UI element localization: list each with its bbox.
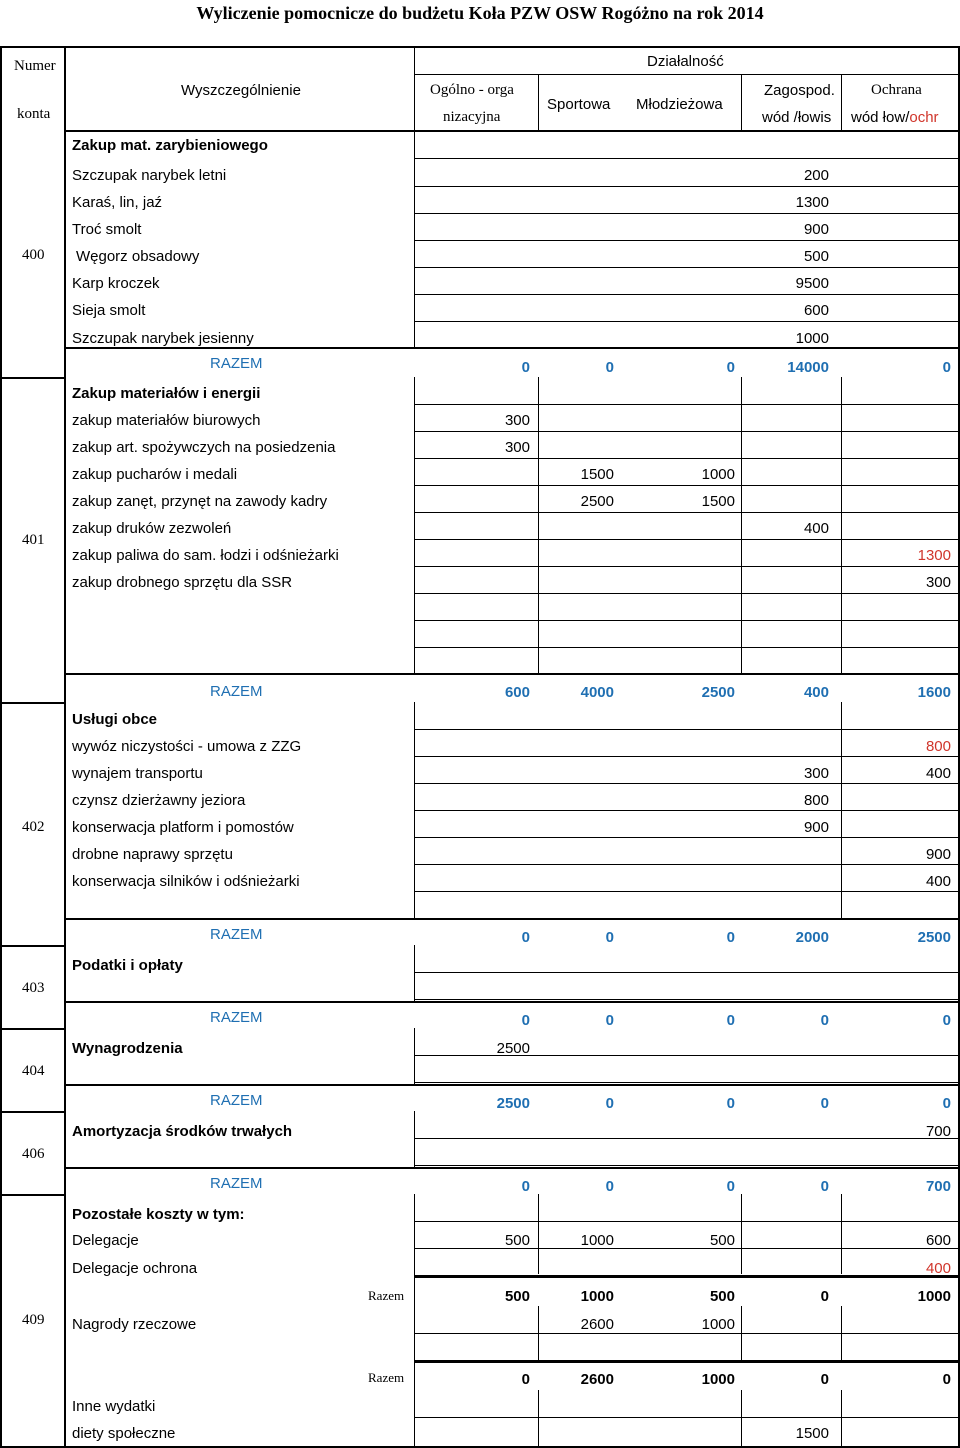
row-rule-22 xyxy=(414,837,960,838)
cell-value: 0 xyxy=(521,359,530,376)
razem-label: Razem xyxy=(368,1370,405,1385)
row-label: Nagrody rzeczowe xyxy=(72,1316,197,1333)
value-line-409f xyxy=(741,1306,742,1362)
cell-value: 0 xyxy=(521,929,530,946)
header-line-sport xyxy=(538,74,539,130)
account-number: 401 xyxy=(22,532,45,548)
row-label: diety społeczne xyxy=(72,1425,176,1442)
cell-value: 1500 xyxy=(701,493,735,510)
header-ochrana-line2-part1: wód łow/ xyxy=(851,109,910,126)
row-label: Karaś, lin, jaź xyxy=(72,194,163,211)
row-label: konserwacja silników i odśnieżarki xyxy=(72,873,300,890)
cell-value: 500 xyxy=(504,1232,530,1249)
row-label: zakup druków zezwoleń xyxy=(72,520,232,537)
cell-value: 1500 xyxy=(795,1425,829,1442)
cell-value: 900 xyxy=(925,846,951,863)
row-label: zakup drobnego sprzętu dla SSR xyxy=(72,574,293,591)
row-label: czynsz dzierżawny jeziora xyxy=(72,792,246,809)
cell-value: 800 xyxy=(803,792,829,809)
row-label: wywóz niczystości - umowa z ZZG xyxy=(72,738,302,755)
cell-value: 0 xyxy=(521,1371,530,1388)
cell-value: 300 xyxy=(504,439,530,456)
razem-rule-1 xyxy=(66,673,960,675)
cell-value: 200 xyxy=(803,167,829,184)
account-separator-404 xyxy=(0,1111,66,1113)
razem-rule-5 xyxy=(66,1167,960,1169)
cell-value: 2500 xyxy=(496,1040,530,1057)
row-label: zakup pucharów i medali xyxy=(72,466,238,483)
cell-value: 0 xyxy=(820,1288,829,1305)
value-line-406a xyxy=(414,1111,415,1167)
header-konta: konta xyxy=(17,106,51,122)
account-number: 404 xyxy=(22,1063,45,1079)
cell-value: 2500 xyxy=(580,493,614,510)
row-label: Delegacje xyxy=(72,1232,139,1249)
row-label: Troć smolt xyxy=(72,221,142,238)
document-title: Wyliczenie pomocnicze do budżetu Koła PZW OSW Rogóżno na rok 2014 xyxy=(196,3,764,23)
header-line-ogolno xyxy=(414,46,415,130)
account-separator-406 xyxy=(0,1194,66,1196)
row-label: zakup materiałów biurowych xyxy=(72,412,261,429)
row-label: Zakup materiałów i energii xyxy=(72,385,261,402)
cell-value: 1000 xyxy=(580,1232,614,1249)
account-separator-400 xyxy=(0,377,66,379)
row-rule-0 xyxy=(414,158,960,159)
row-rule-30 xyxy=(414,1165,960,1166)
header-line-zagosp xyxy=(741,74,742,130)
cell-value: 500 xyxy=(504,1288,530,1305)
cell-value: 0 xyxy=(942,1012,951,1029)
row-rule-28 xyxy=(414,1082,960,1083)
value-line-409c xyxy=(741,1194,742,1274)
value-line-401b xyxy=(538,377,539,673)
row-label: Karp kroczek xyxy=(72,275,160,292)
row-rule-18 xyxy=(414,729,960,730)
cell-value: 0 xyxy=(726,929,735,946)
razem-rule-4 xyxy=(66,1084,960,1086)
row-rule-20 xyxy=(414,783,960,784)
cell-value: 300 xyxy=(803,765,829,782)
razem-label: RAZEM xyxy=(210,683,263,700)
header-line-bottom xyxy=(64,130,960,132)
cell-value: 700 xyxy=(925,1123,951,1140)
cell-value: 400 xyxy=(925,1260,951,1277)
header-sportowa: Sportowa xyxy=(547,96,611,113)
cell-value: 14000 xyxy=(787,359,829,376)
cell-value: 0 xyxy=(726,1095,735,1112)
account-number: 400 xyxy=(22,247,45,263)
account-number: 409 xyxy=(22,1312,45,1328)
razem-label: RAZEM xyxy=(210,1009,263,1026)
value-line-409h xyxy=(538,1390,539,1446)
cell-value: 400 xyxy=(803,684,829,701)
account-separator-402 xyxy=(0,945,66,947)
row-label: zakup paliwa do sam. łodzi i odśnieżarki xyxy=(72,547,339,564)
cell-value: 0 xyxy=(521,1178,530,1195)
row-label: Podatki i opłaty xyxy=(72,957,183,974)
row-rule-6 xyxy=(414,321,960,322)
cell-value: 0 xyxy=(820,1012,829,1029)
row-label: Inne wydatki xyxy=(72,1398,156,1415)
cell-value: 9500 xyxy=(795,275,829,292)
account-separator-403 xyxy=(0,1028,66,1030)
razem-label: RAZEM xyxy=(210,355,263,372)
cell-value: 0 xyxy=(605,1012,614,1029)
cell-value: 500 xyxy=(709,1288,735,1305)
row-rule-17 xyxy=(414,647,960,648)
cell-value: 900 xyxy=(803,819,829,836)
cell-value: 600 xyxy=(504,684,530,701)
row-label: Delegacje ochrona xyxy=(72,1260,198,1277)
row-rule-11 xyxy=(414,485,960,486)
account-number: 402 xyxy=(22,819,45,835)
row-rule-10 xyxy=(414,458,960,459)
row-rule-23 xyxy=(414,864,960,865)
row-label: Sieja smolt xyxy=(72,302,146,319)
cell-value: 800 xyxy=(925,738,951,755)
row-rule-5 xyxy=(414,294,960,295)
row-rule-4 xyxy=(414,267,960,268)
cell-value: 500 xyxy=(803,248,829,265)
row-label: Pozostałe koszty w tym: xyxy=(72,1206,245,1223)
row-label: Amortyzacja środków trwałych xyxy=(72,1123,293,1140)
cell-value: 0 xyxy=(605,359,614,376)
header-zagospod-line1: Zagospod. xyxy=(764,82,835,99)
cell-value: 700 xyxy=(925,1178,951,1195)
cell-value: 600 xyxy=(803,302,829,319)
cell-value: 0 xyxy=(726,1178,735,1195)
cell-value: 2500 xyxy=(496,1095,530,1112)
row-rule-1 xyxy=(414,186,960,187)
cell-value: 0 xyxy=(605,1095,614,1112)
row-rule-19 xyxy=(414,756,960,757)
row-rule-26 xyxy=(414,999,960,1000)
row-rule-16 xyxy=(414,620,960,621)
cell-value: 0 xyxy=(820,1178,829,1195)
cell-value: 2500 xyxy=(701,684,735,701)
razem-sub-rule-1 xyxy=(414,1361,960,1363)
row-rule-14 xyxy=(414,566,960,567)
account-number: 406 xyxy=(22,1146,45,1162)
cell-value: 2000 xyxy=(795,929,829,946)
cell-value: 300 xyxy=(925,574,951,591)
row-rule-3 xyxy=(414,240,960,241)
row-label: wynajem transportu xyxy=(72,765,203,782)
razem-label: RAZEM xyxy=(210,1092,263,1109)
cell-value: 0 xyxy=(605,1178,614,1195)
cell-value: 1000 xyxy=(795,330,829,347)
value-line-409j xyxy=(841,1390,842,1446)
razem-label: RAZEM xyxy=(210,926,263,943)
row-label: Węgorz obsadowy xyxy=(76,248,200,265)
cell-value: 1000 xyxy=(917,1288,951,1305)
header-dzialalnosc: Działalność xyxy=(647,53,724,70)
value-line-403a xyxy=(414,945,415,1001)
cell-value: 0 xyxy=(942,359,951,376)
table-border-top xyxy=(0,46,960,48)
cell-value: 2500 xyxy=(917,929,951,946)
row-rule-31 xyxy=(414,1221,960,1222)
row-rule-25 xyxy=(414,972,960,973)
razem-label: Razem xyxy=(368,1288,405,1303)
header-numer: Numer xyxy=(14,58,56,74)
row-label: Usługi obce xyxy=(72,711,158,728)
row-rule-24 xyxy=(414,891,960,892)
header-zagospod-line2: wód /łowis xyxy=(762,109,832,126)
cell-value: 400 xyxy=(925,765,951,782)
row-rule-12 xyxy=(414,512,960,513)
cell-value: 0 xyxy=(820,1095,829,1112)
row-rule-34 xyxy=(414,1333,960,1334)
cell-value: 1000 xyxy=(701,1316,735,1333)
row-label: Szczupak narybek letni xyxy=(72,167,227,184)
value-line-409e xyxy=(538,1306,539,1362)
row-rule-36 xyxy=(414,1417,960,1418)
row-label: zakup art. spożywczych na posiedzenia xyxy=(72,439,336,456)
cell-value: 300 xyxy=(504,412,530,429)
cell-value: 600 xyxy=(925,1232,951,1249)
row-rule-2 xyxy=(414,213,960,214)
cell-value: 1500 xyxy=(580,466,614,483)
row-rule-21 xyxy=(414,810,960,811)
header-ogolno-line1: Ogólno - orga xyxy=(430,82,514,98)
table-border-left xyxy=(0,46,2,1448)
cell-value: 0 xyxy=(726,359,735,376)
razem-label: RAZEM xyxy=(210,1175,263,1192)
cell-value: 400 xyxy=(925,873,951,890)
row-rule-13 xyxy=(414,539,960,540)
cell-value: 1000 xyxy=(580,1288,614,1305)
row-label: Wynagrodzenia xyxy=(72,1040,183,1057)
razem-rule-2 xyxy=(66,918,960,920)
cell-value: 4000 xyxy=(580,684,614,701)
account-number: 403 xyxy=(22,980,45,996)
column-line-konta xyxy=(64,46,66,1446)
cell-value: 500 xyxy=(709,1232,735,1249)
account-separator-401 xyxy=(0,702,66,704)
cell-value: 2600 xyxy=(580,1316,614,1333)
row-label: Zakup mat. zarybieniowego xyxy=(72,137,268,154)
header-line-dzialalnosc xyxy=(414,74,960,75)
row-label: drobne naprawy sprzętu xyxy=(72,846,233,863)
header-ogolno-line2: nizacyjna xyxy=(443,109,501,125)
row-label: zakup zanęt, przynęt na zawody kadry xyxy=(72,493,328,510)
cell-value: 0 xyxy=(605,929,614,946)
header-mlodziezowa: Młodzieżowa xyxy=(636,96,723,113)
value-line-409g xyxy=(841,1306,842,1362)
header-ochrana-line2-part2: ochr xyxy=(909,109,939,126)
row-rule-9 xyxy=(414,431,960,432)
cell-value: 0 xyxy=(942,1095,951,1112)
cell-value: 900 xyxy=(803,221,829,238)
razem-rule-3 xyxy=(66,1001,960,1003)
value-line-401d xyxy=(841,377,842,673)
header-wyszczegolnienie: Wyszczególnienie xyxy=(181,82,301,99)
row-label: Szczupak narybek jesienny xyxy=(72,330,254,347)
cell-value: 0 xyxy=(521,1012,530,1029)
cell-value: 0 xyxy=(726,1012,735,1029)
cell-value: 2600 xyxy=(580,1371,614,1388)
header-ochrana-line1: Ochrana xyxy=(871,82,922,98)
header-ochrana-line2 xyxy=(851,109,939,126)
cell-value: 400 xyxy=(803,520,829,537)
row-rule-8 xyxy=(414,404,960,405)
cell-value: 1000 xyxy=(701,466,735,483)
cell-value: 0 xyxy=(942,1371,951,1388)
cell-value: 1600 xyxy=(917,684,951,701)
header-line-ochrona xyxy=(841,74,842,130)
razem-rule-0 xyxy=(66,347,960,349)
row-label: konserwacja platform i pomostów xyxy=(72,819,294,836)
cell-value: 0 xyxy=(820,1371,829,1388)
cell-value: 1000 xyxy=(701,1371,735,1388)
row-rule-15 xyxy=(414,593,960,594)
cell-value: 1300 xyxy=(917,547,951,564)
cell-value: 1300 xyxy=(795,194,829,211)
